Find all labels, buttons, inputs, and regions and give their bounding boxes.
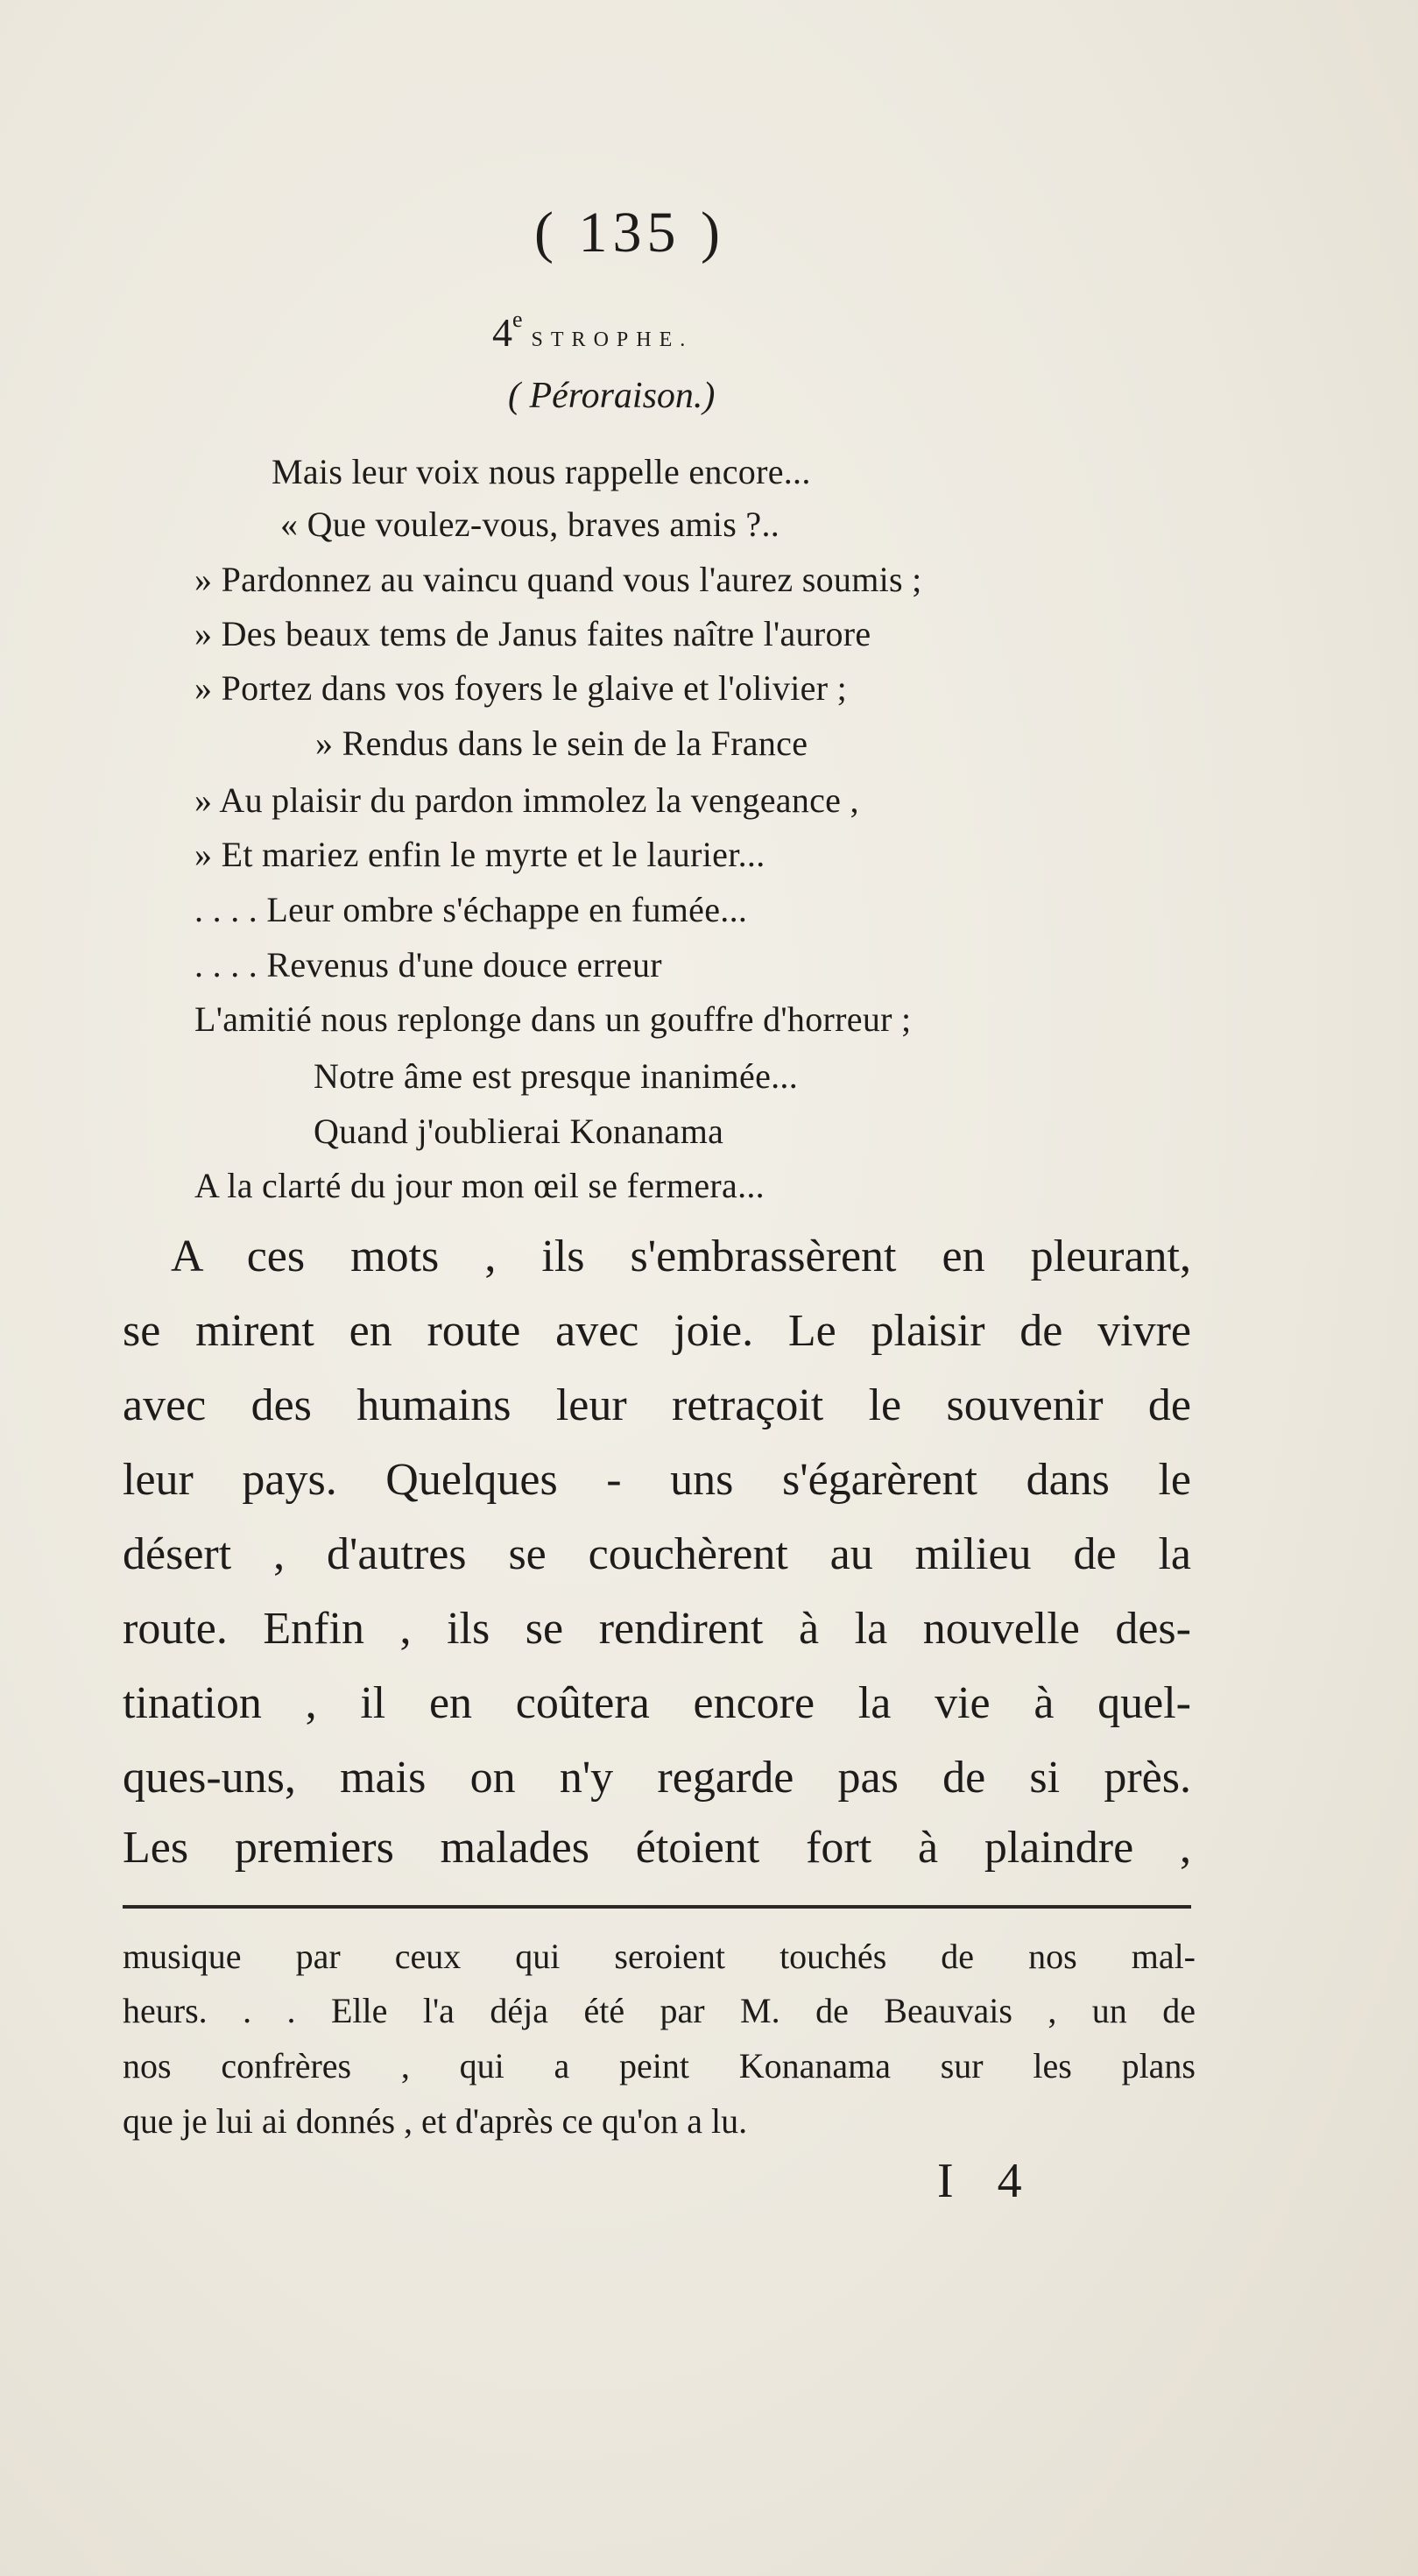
- prose-line: désert , d'autres se couchèrent au milieu de la: [123, 1529, 1191, 1579]
- footnote-line: musique par ceux qui seroient touchés de nos mal-: [123, 1937, 1196, 1976]
- strophe-subtitle: ( Péroraison.): [508, 376, 716, 416]
- poem-line: L'amitié nous replonge dans un gouffre d'horreur ;: [194, 999, 912, 1039]
- strophe-heading: [492, 307, 693, 356]
- prose-line: leur pays. Quelques - uns s'égarèrent dans le: [123, 1455, 1191, 1505]
- prose-line: ques-uns, mais on n'y regarde pas de si près.: [123, 1753, 1191, 1803]
- poem-line: » Portez dans vos foyers le glaive et l'olivier ;: [194, 668, 848, 708]
- poem-line: Quand j'oublierai Konanama: [314, 1112, 724, 1151]
- poem-line: » Pardonnez au vaincu quand vous l'aurez soumis ;: [194, 560, 922, 599]
- poem-line: Mais leur voix nous rappelle encore...: [272, 452, 811, 491]
- poem-line: . . . . Revenus d'une douce erreur: [194, 945, 662, 985]
- poem-line: » Et mariez enfin le myrte et le laurier...: [194, 835, 765, 874]
- strophe-ordinal: 4: [492, 310, 512, 355]
- poem-line: » Rendus dans le sein de la France: [315, 723, 808, 763]
- prose-line: tination , il en coûtera encore la vie à quel-: [123, 1678, 1191, 1728]
- page-number: ( 135 ): [534, 201, 725, 265]
- footnote-line: que je lui ai donnés , et d'après ce qu'on a lu.: [123, 2101, 748, 2141]
- prose-line: se mirent en route avec joie. Le plaisir de vivre: [123, 1306, 1191, 1356]
- prose-line: A ces mots , ils s'embrassèrent en pleurant,: [171, 1232, 1191, 1281]
- signature-mark: I 4: [937, 2154, 1038, 2208]
- prose-line: route. Enfin , ils se rendirent à la nouvelle des-: [123, 1604, 1191, 1654]
- strophe-label: STROPHE.: [531, 328, 694, 351]
- prose-line: Les premiers malades étoient fort à plaindre ,: [123, 1823, 1191, 1873]
- footnote-line: heurs. . . Elle l'a déja été par M. de Beauvais , un de: [123, 1991, 1196, 2030]
- prose-line: avec des humains leur retraçoit le souvenir de: [123, 1380, 1191, 1430]
- poem-line: . . . . Leur ombre s'échappe en fumée...: [194, 890, 748, 929]
- poem-line: « Que voulez-vous, braves amis ?..: [280, 505, 780, 544]
- footnote-line: nos confrères , qui a peint Konanama sur les plans: [123, 2046, 1196, 2086]
- poem-line: » Des beaux tems de Janus faites naître l'aurore: [194, 614, 871, 653]
- poem-line: Notre âme est presque inanimée...: [314, 1056, 799, 1096]
- poem-line: » Au plaisir du pardon immolez la vengeance ,: [194, 780, 859, 820]
- strophe-ordinal-suffix: e: [512, 307, 523, 332]
- footnote-divider: [123, 1905, 1191, 1909]
- poem-line: A la clarté du jour mon œil se fermera...: [194, 1166, 765, 1205]
